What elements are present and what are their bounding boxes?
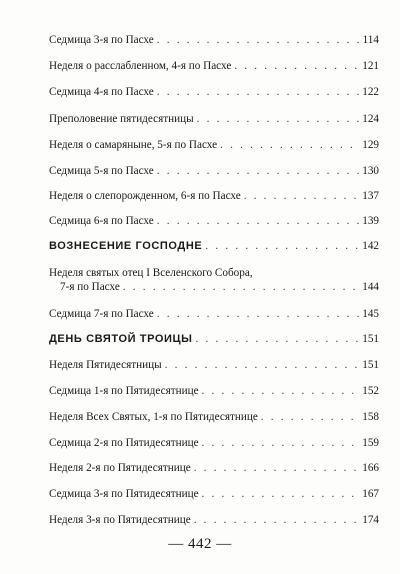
toc-entry-title: Преполовение пятидесятницы [49, 113, 194, 125]
toc-entry [49, 112, 379, 126]
toc-entry-page: 137 [362, 190, 379, 202]
toc-entry-page: 166 [362, 462, 379, 474]
toc-entry-page: 129 [362, 139, 379, 151]
leader-dots [157, 307, 360, 321]
toc-entry-title: Седмица 4-я по Пасхе [49, 86, 154, 98]
toc-entry-page: 124 [362, 113, 379, 125]
toc-entry-page: 114 [362, 34, 379, 46]
toc-entry [49, 384, 379, 398]
toc-section-heading [49, 239, 379, 253]
toc-entry-title: Неделя о слепорожденном, 6-я по Пасхе [49, 190, 241, 202]
toc-entry [49, 138, 379, 152]
leader-dots [196, 332, 360, 346]
toc-entry-page: 151 [362, 359, 379, 371]
toc-entry [49, 513, 379, 527]
toc-entry-page: 122 [362, 86, 379, 98]
leader-dots [261, 410, 359, 424]
leader-dots [165, 358, 360, 372]
toc-entry-title: Неделя о расслабленном, 4-я по Пасхе [49, 60, 232, 72]
toc-entry-page: 152 [362, 385, 379, 397]
leader-dots [205, 239, 359, 253]
toc-entry-title-line1: Неделя святых отец I Вселенского Собора, [49, 267, 253, 279]
toc-entry [49, 59, 379, 73]
toc-entry-title: Неделя 3-я по Пятидесятнице [49, 514, 191, 526]
leader-dots [194, 513, 360, 527]
toc-entry-page: 158 [362, 411, 379, 423]
toc-entry-title: Неделя 2-я по Пятидесятнице [49, 462, 191, 474]
toc-entry [49, 33, 379, 47]
toc-entry [49, 307, 379, 321]
toc-entry-title: Седмица 7-я по Пасхе [49, 308, 154, 320]
toc-entry [49, 164, 379, 178]
toc-entry-page: 174 [362, 514, 379, 526]
toc-entry-title: Неделя о самаряныне, 5-я по Пасхе [49, 139, 218, 151]
toc-entry-title: Седмица 6-я по Пасхе [49, 215, 154, 227]
leader-dots [202, 487, 360, 501]
toc-entry [49, 214, 379, 228]
toc-entry-page: 121 [362, 60, 379, 72]
leader-dots [244, 189, 360, 203]
leader-dots [202, 436, 360, 450]
leader-dots [157, 33, 360, 47]
leader-dots [157, 214, 360, 228]
toc-entry-title: Неделя Пятидесятницы [49, 359, 162, 371]
toc-entry-page: 130 [362, 165, 379, 177]
leader-dots [234, 59, 359, 73]
toc-entry [49, 189, 379, 203]
leader-dots [157, 164, 360, 178]
toc-entry-title: Седмица 5-я по Пасхе [49, 165, 154, 177]
toc-entry-title: Седмица 2-я по Пятидесятнице [49, 437, 199, 449]
toc-entry [49, 266, 379, 294]
toc-entry [49, 487, 379, 501]
toc-entry [49, 358, 379, 372]
leader-dots [194, 461, 360, 475]
toc-section-title: ДЕНЬ СВЯТОЙ ТРОИЦЫ [49, 333, 193, 345]
leader-dots [220, 138, 359, 152]
toc-entry-page: 151 [362, 333, 379, 345]
toc-section-title: ВОЗНЕСЕНИЕ ГОСПОДНЕ [49, 240, 203, 252]
toc-entry [49, 436, 379, 450]
toc-entry-title: Седмица 3-я по Пасхе [49, 34, 154, 46]
toc-entry [49, 410, 379, 424]
toc-entry-page: 144 [362, 281, 379, 293]
toc-entry-page: 139 [362, 215, 379, 227]
toc-entry-title: 7-я по Пасхе [60, 281, 120, 293]
toc-entry-title: Седмица 1-я по Пятидесятнице [49, 385, 199, 397]
toc-entry [49, 461, 379, 475]
toc-entry [49, 85, 379, 99]
leader-dots [123, 280, 359, 294]
toc-entry-page: 159 [362, 437, 379, 449]
page-number: — 442 — [168, 536, 232, 552]
leader-dots [202, 384, 360, 398]
toc-entry-page: 142 [362, 240, 379, 252]
leader-dots [197, 112, 360, 126]
leader-dots [157, 85, 360, 99]
toc-entry-page: 145 [362, 308, 379, 320]
toc-section-heading [49, 332, 379, 346]
toc-entry-title: Седмица 3-я по Пятидесятнице [49, 488, 199, 500]
toc-entry-page: 167 [362, 488, 379, 500]
toc-entry-title: Неделя Всех Святых, 1-я по Пятидесятнице [49, 411, 258, 423]
